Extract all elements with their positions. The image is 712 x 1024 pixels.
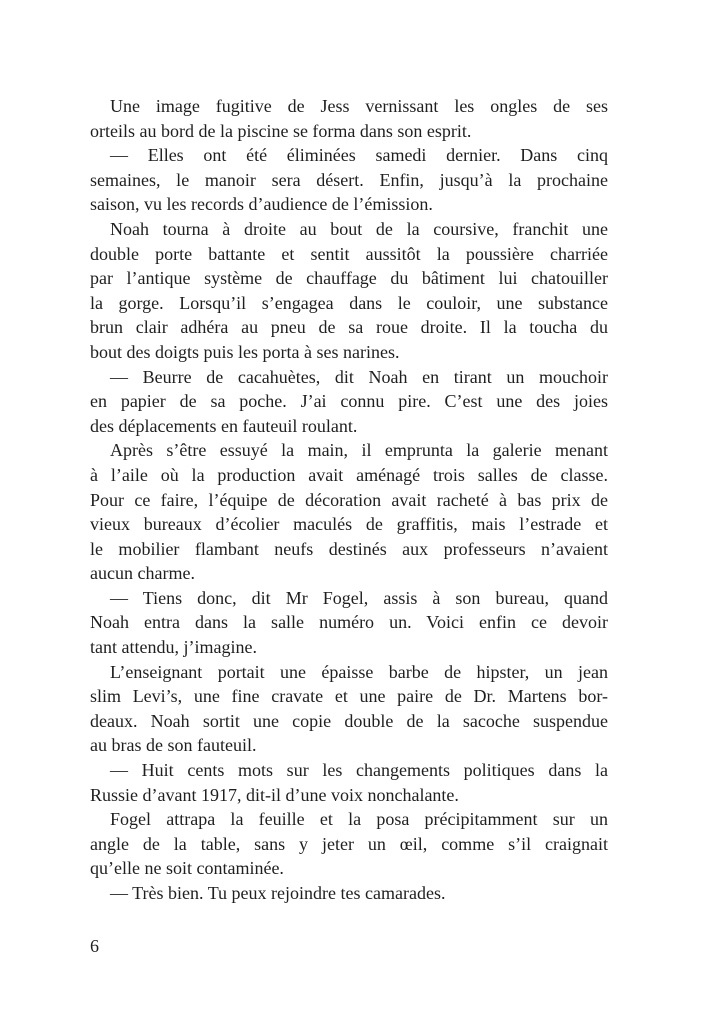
text-line: à l’aile où la production avait aménagé trois salles de classe. — [90, 464, 608, 485]
paragraph — [90, 365, 608, 439]
text-line: vieux bureaux d’écolier maculés de graffitis, mais l’estrade et — [90, 514, 608, 535]
text-line: — Elles ont été éliminées samedi dernier. Dans cinq — [110, 145, 608, 166]
text-line: orteils au bord de la piscine se forma dans son esprit. — [90, 120, 472, 141]
paragraph — [90, 807, 608, 881]
text-line: — Beurre de cacahuètes, dit Noah en tirant un mouchoir — [110, 366, 608, 387]
text-line: double porte battante et sentit aussitôt la poussière charriée — [90, 243, 608, 264]
text-line: deaux. Noah sortit une copie double de la sacoche suspendue — [90, 710, 608, 731]
text-line: angle de la table, sans y jeter un œil, comme s’il craignait — [90, 833, 608, 854]
text-line: le mobilier flambant neufs destinés aux professeurs n’avaient — [90, 538, 608, 559]
page-number: 6 — [90, 936, 99, 956]
text-line: — Huit cents mots sur les changements politiques dans la — [110, 760, 608, 781]
text-line: Russie d’avant 1917, dit-il d’une voix nonchalante. — [90, 784, 459, 805]
paragraph — [90, 438, 608, 586]
text-line: L’enseignant portait une épaisse barbe de hipster, un jean — [110, 661, 608, 682]
text-line: au bras de son fauteuil. — [90, 735, 257, 756]
text-line: tant attendu, j’imagine. — [90, 637, 257, 658]
text-line: Fogel attrapa la feuille et la posa précipitamment sur un — [110, 809, 608, 830]
text-line: — Tiens donc, dit Mr Fogel, assis à son bureau, quand — [110, 587, 608, 608]
text-line: qu’elle ne soit contaminée. — [90, 858, 284, 879]
text-line: Pour ce faire, l’équipe de décoration avait racheté à bas prix de — [90, 489, 608, 510]
paragraph — [90, 143, 608, 217]
text-line: des déplacements en fauteuil roulant. — [90, 415, 358, 436]
paragraph — [90, 586, 608, 660]
text-block — [90, 94, 608, 906]
paragraph — [90, 217, 608, 365]
text-line: Une image fugitive de Jess vernissant les ongles de ses — [110, 96, 608, 116]
text-line: aucun charme. — [90, 563, 195, 584]
text-line: brun clair adhéra au pneu de sa roue droite. Il la toucha du — [90, 317, 608, 338]
paragraph — [90, 758, 608, 807]
text-line: — Très bien. Tu peux rejoindre tes camarades. — [110, 883, 446, 903]
paragraph — [90, 94, 608, 143]
text-line: saison, vu les records d’audience de l’émission. — [90, 194, 433, 215]
text-line: la gorge. Lorsqu’il s’engagea dans le couloir, une substance — [90, 292, 608, 313]
paragraph — [90, 881, 608, 906]
paragraph — [90, 660, 608, 758]
text-line: par l’antique système de chauffage du bâtiment lui chatouiller — [90, 268, 608, 289]
text-line: bout des doigts puis les porta à ses narines. — [90, 341, 400, 362]
text-line: Noah entra dans la salle numéro un. Voici enfin ce devoir — [90, 612, 608, 633]
text-line: Après s’être essuyé la main, il emprunta la galerie menant — [110, 440, 608, 461]
text-line: en papier de sa poche. J’ai connu pire. C’est une des joies — [90, 391, 608, 412]
text-line: Noah tourna à droite au bout de la coursive, franchit une — [110, 218, 608, 239]
text-line: semaines, le manoir sera désert. Enfin, jusqu’à la prochaine — [90, 169, 608, 190]
text-line: slim Levi’s, une fine cravate et une paire de Dr. Martens bor- — [90, 686, 608, 707]
